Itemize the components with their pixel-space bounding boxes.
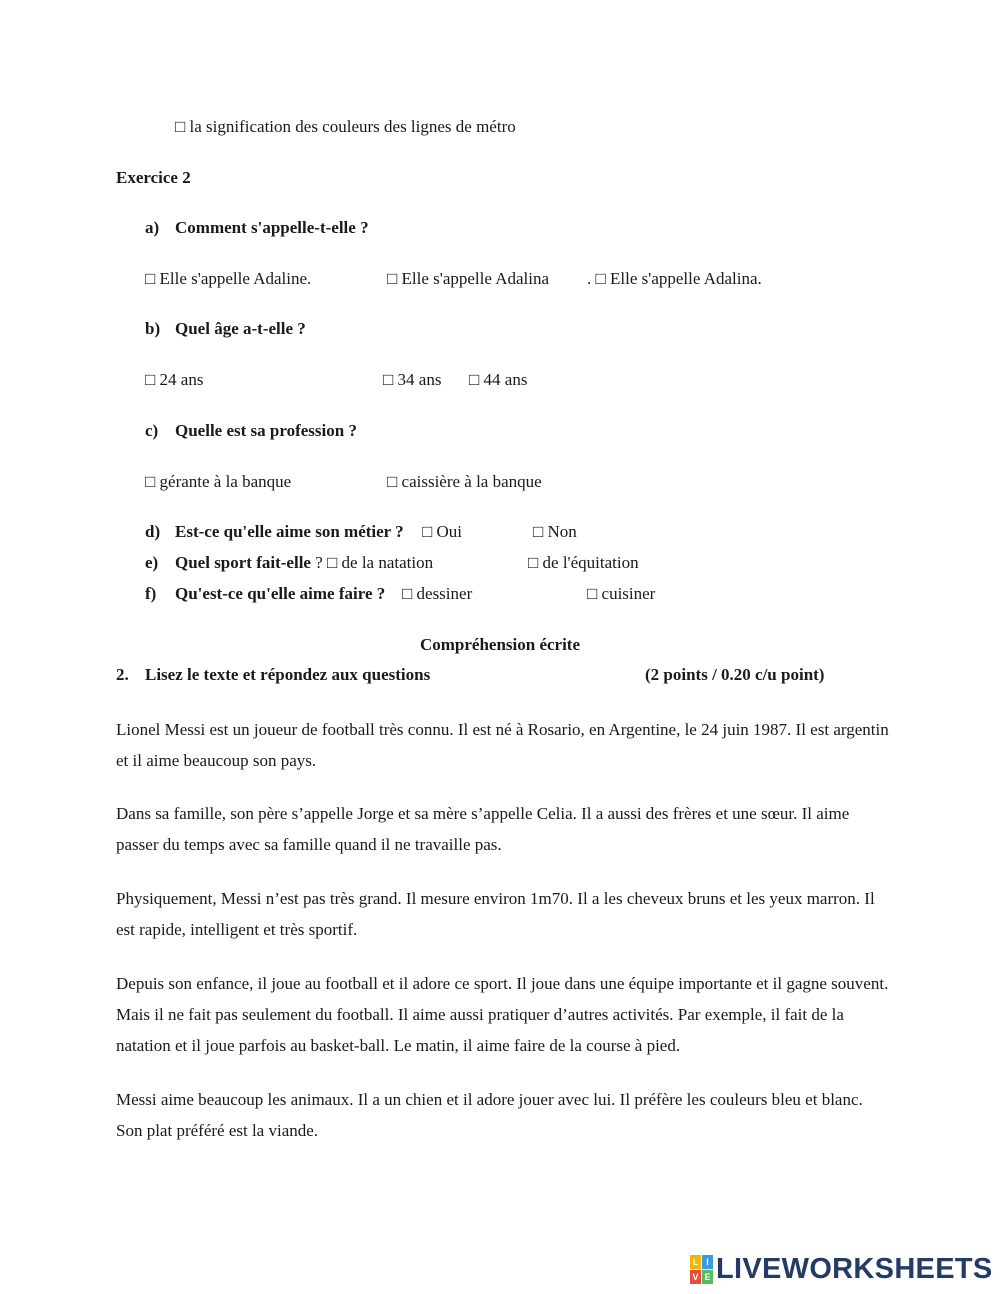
question-b-label: b) xyxy=(145,319,161,338)
option-metro-colors[interactable]: □ la signification des couleurs des lignes de métro xyxy=(175,117,516,136)
question-f-option-2[interactable]: □ cuisiner xyxy=(587,584,656,603)
question-d-option-2[interactable]: □ Non xyxy=(533,522,577,541)
section-title: Compréhension écrite xyxy=(419,635,581,654)
question-e-option-1[interactable]: ? □ de la natation xyxy=(310,553,434,572)
question-b-option-3[interactable]: □ 44 ans xyxy=(469,370,528,389)
question-e-label: e) xyxy=(145,553,159,572)
question-a-text: Comment s'appelle-t-elle ? xyxy=(175,218,369,237)
liveworksheets-logo xyxy=(690,1254,993,1284)
question-f-text: Qu'est-ce qu'elle aime faire ? xyxy=(175,584,386,603)
question-b-option-1[interactable]: □ 24 ans xyxy=(145,370,204,389)
question-c-label: c) xyxy=(145,421,159,440)
question-a-option-2[interactable]: □ Elle s'appelle Adalina xyxy=(387,269,550,288)
question-f-label: f) xyxy=(145,584,157,603)
question-d-option-1[interactable]: □ Oui xyxy=(422,522,463,541)
logo-letter-l: L xyxy=(690,1255,701,1269)
text-paragraph-3: Physiquement, Messi n’est pas très grand. Il mesure environ 1m70. Il a les cheveux bruns et les yeux marron. Il est rapide, intelligent et très sportif. xyxy=(116,889,875,939)
logo-letter-i: I xyxy=(702,1255,713,1269)
question-e-option-2[interactable]: □ de l'équitation xyxy=(528,553,639,572)
logo-letter-e: E xyxy=(702,1270,713,1284)
question-c-option-2[interactable]: □ caissière à la banque xyxy=(387,472,542,491)
question-d-text: Est-ce qu'elle aime son métier ? xyxy=(175,522,404,541)
question-2-number: 2. xyxy=(116,665,129,684)
exercise-2-title: Exercice 2 xyxy=(116,168,191,187)
question-b-text: Quel âge a-t-elle ? xyxy=(175,319,306,338)
question-e-text: Quel sport fait-elle xyxy=(175,553,311,572)
logo-letter-v: V xyxy=(690,1270,701,1284)
logo-text: LIVEWORKSHEETS xyxy=(716,1252,993,1285)
text-paragraph-4: Depuis son enfance, il joue au football et il adore ce sport. Il joue dans une équipe importante et il gagne souvent. Mais il ne fait pas seulement du football. Il aime aussi pratiquer d’autres activités. Par exemple, il fait de la natation et il joue parfois au basket-ball. Le matin, il aime faire de la course à pied. xyxy=(116,974,889,1055)
text-paragraph-1: Lionel Messi est un joueur de football très connu. Il est né à Rosario, en Argentine, le 24 juin 1987. Il est argentin et il aime beaucoup son pays. xyxy=(116,720,889,770)
question-b-option-2[interactable]: □ 34 ans xyxy=(383,370,442,389)
question-c-option-1[interactable]: □ gérante à la banque xyxy=(145,472,292,491)
question-2-instruction: Lisez le texte et répondez aux questions xyxy=(145,665,431,684)
question-a-option-3[interactable]: . □ Elle s'appelle Adalina. xyxy=(587,269,762,288)
question-f-option-1[interactable]: □ dessiner xyxy=(402,584,473,603)
text-paragraph-5: Messi aime beaucoup les animaux. Il a un chien et il adore jouer avec lui. Il préfère les couleurs bleu et blanc. Son plat préféré est la viande. xyxy=(116,1090,863,1140)
question-c-text: Quelle est sa profession ? xyxy=(175,421,357,440)
question-d-label: d) xyxy=(145,522,161,541)
logo-mark-icon xyxy=(690,1255,713,1284)
question-a-label: a) xyxy=(145,218,160,237)
question-a-option-1[interactable]: □ Elle s'appelle Adaline. xyxy=(145,269,312,288)
text-paragraph-2: Dans sa famille, son père s’appelle Jorge et sa mère s’appelle Celia. Il a aussi des frères et une sœur. Il aime passer du temps avec sa famille quand il ne travaille pas. xyxy=(116,804,850,854)
question-2-points: (2 points / 0.20 c/u point) xyxy=(645,665,825,684)
